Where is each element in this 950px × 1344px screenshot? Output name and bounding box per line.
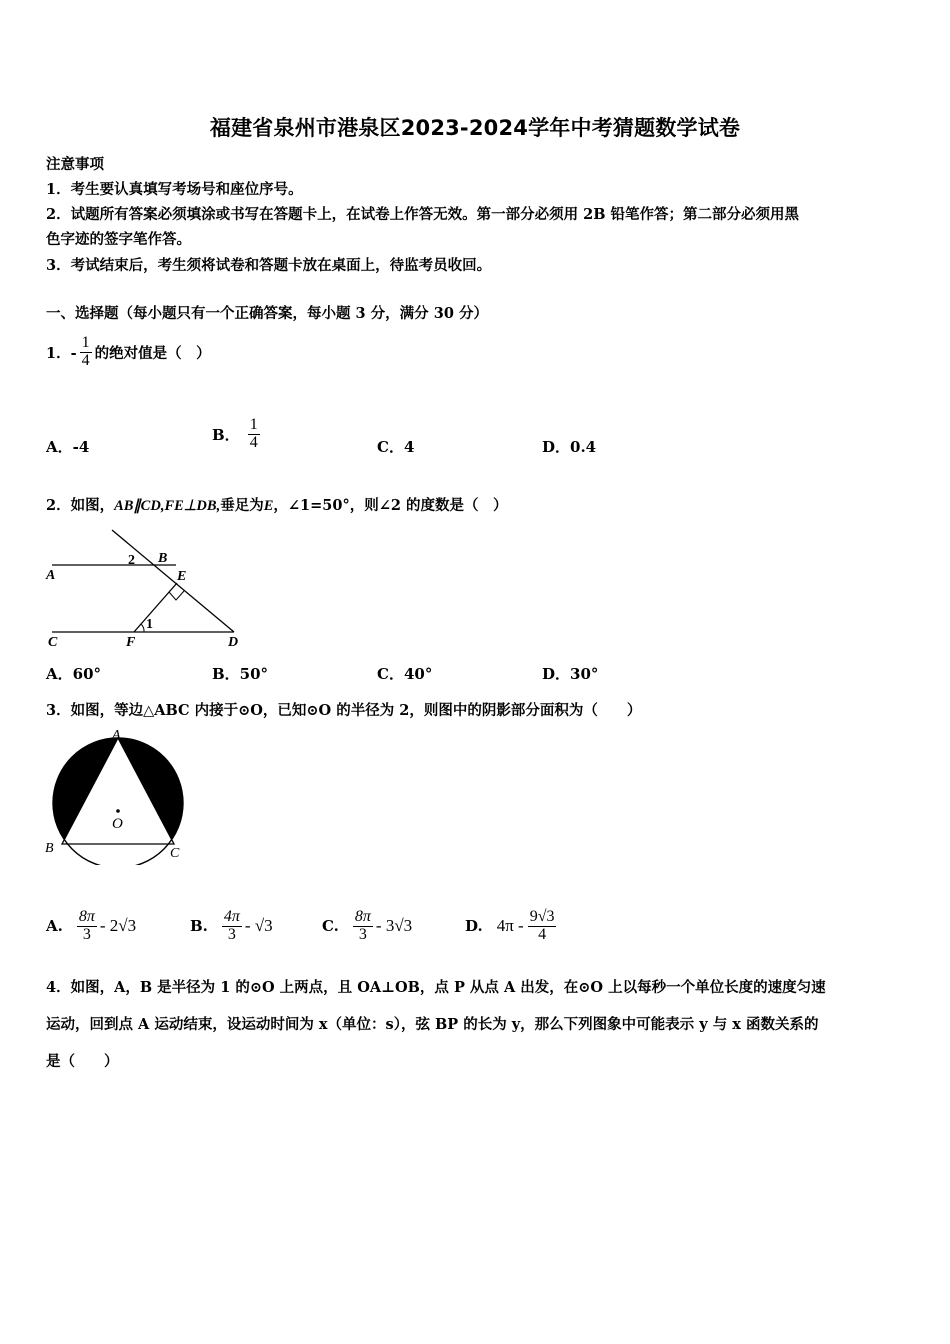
q2-option-c[interactable]: C．40° bbox=[377, 665, 433, 683]
q2-option-a[interactable]: A．60° bbox=[46, 665, 102, 683]
q3-option-c[interactable] bbox=[322, 902, 412, 950]
question-4-line: 运动，回到点 A 运动结束，设运动时间为 x（单位：s），弦 BP 的长为 y，那么下列图象中可能表示 y 与 x 函数关系的 bbox=[46, 1016, 819, 1033]
question-4-line: 是（ ） bbox=[46, 1053, 119, 1070]
option-tail: - √3 bbox=[244, 916, 273, 935]
label-2: 2 bbox=[128, 553, 135, 568]
q2-math: AB∥CD,FE⊥DB, bbox=[114, 498, 221, 514]
option-label: D. bbox=[465, 917, 483, 935]
line-fe bbox=[134, 583, 177, 632]
section-heading: 一、选择题（每小题只有一个正确答案，每小题 3 分，满分 30 分） bbox=[46, 305, 488, 322]
option-head: 4π - bbox=[496, 916, 524, 935]
q1-option-b-fraction bbox=[248, 417, 260, 452]
fraction-numerator: 1 bbox=[81, 333, 90, 351]
q3-option-a[interactable] bbox=[46, 902, 136, 950]
question-3: 3．如图，等边△ABC 内接于⊙O，已知⊙O 的半径为 2，则图中的阴影部分面积为（ ） bbox=[46, 702, 642, 719]
q2-option-d[interactable]: D．30° bbox=[542, 665, 599, 683]
label-a: A bbox=[112, 728, 121, 743]
option-label: B. bbox=[190, 917, 208, 935]
label-b: B bbox=[45, 841, 54, 856]
angle-1-arc bbox=[141, 624, 144, 632]
q1-fraction bbox=[80, 335, 92, 370]
label-d: D bbox=[228, 635, 239, 650]
option-label: A. bbox=[46, 917, 63, 935]
option-fraction bbox=[528, 909, 557, 944]
line-db bbox=[112, 530, 234, 632]
label-c: C bbox=[48, 635, 58, 650]
q2-figure bbox=[44, 526, 254, 650]
q1-prefix: 1．- bbox=[46, 344, 77, 362]
right-angle-mark bbox=[169, 591, 184, 600]
option-tail: - 3√3 bbox=[375, 916, 413, 935]
question-1 bbox=[46, 328, 211, 376]
q1-option-c[interactable]: C．4 bbox=[377, 438, 415, 456]
fraction-numerator: 9√3 bbox=[529, 907, 555, 925]
option-tail: - 2√3 bbox=[99, 916, 137, 935]
q1-option-d[interactable]: D．0.4 bbox=[542, 438, 597, 456]
label-c: C bbox=[170, 846, 180, 861]
notice-item: 3．考试结束后，考生须将试卷和答题卡放在桌面上，待监考员收回。 bbox=[46, 257, 492, 274]
q2-angle-text: ，∠1=50°，则∠2 的度数是（ ） bbox=[273, 497, 508, 514]
fraction-numerator: 1 bbox=[249, 415, 258, 433]
q2-option-b[interactable]: B．50° bbox=[212, 665, 269, 683]
q2-mid: 垂足为 bbox=[220, 497, 264, 514]
q1-option-a[interactable]: A．-4 bbox=[46, 438, 90, 456]
label-a: A bbox=[46, 568, 56, 583]
q3-figure bbox=[42, 727, 192, 865]
option-fraction bbox=[77, 909, 97, 944]
q1-suffix: 的绝对值是（ ） bbox=[94, 344, 211, 362]
q2-prefix: 2．如图， bbox=[46, 497, 115, 514]
notice-item: 色字迹的签字笔作答。 bbox=[46, 231, 191, 248]
fraction-denominator: 4 bbox=[81, 351, 90, 369]
label-e: E bbox=[177, 569, 187, 584]
notice-item: 1．考生要认真填写考场号和座位序号。 bbox=[46, 181, 303, 198]
label-o: O bbox=[112, 816, 123, 832]
fraction-numerator: 8π bbox=[354, 907, 371, 925]
fraction-denominator: 4 bbox=[249, 433, 258, 451]
label-f: F bbox=[126, 635, 136, 650]
label-1: 1 bbox=[146, 617, 153, 632]
fraction-numerator: 8π bbox=[78, 907, 95, 925]
fraction-denominator: 4 bbox=[538, 925, 547, 943]
fraction-numerator: 4π bbox=[223, 907, 240, 925]
q1-option-b[interactable] bbox=[212, 410, 260, 458]
option-label: B． bbox=[212, 425, 240, 444]
q3-option-b[interactable] bbox=[190, 902, 273, 950]
q2-point-e: E bbox=[263, 498, 274, 514]
question-4-line: 4．如图，A，B 是半径为 1 的⊙O 上两点，且 OA⊥OB，点 P 从点 A 出发，在⊙O 上以每秒一个单位长度的速度匀速 bbox=[46, 979, 826, 996]
center-dot bbox=[116, 809, 120, 813]
label-b: B bbox=[158, 551, 168, 566]
fraction-denominator: 3 bbox=[358, 925, 367, 943]
option-fraction bbox=[222, 909, 242, 944]
q3-option-d[interactable] bbox=[465, 902, 556, 950]
fraction-denominator: 3 bbox=[227, 925, 236, 943]
option-label: C. bbox=[322, 917, 339, 935]
notice-heading: 注意事项 bbox=[46, 156, 104, 173]
notice-item: 2．试题所有答案必须填涂或书写在答题卡上，在试卷上作答无效。第一部分必须用 2B 铅笔作答；第二部分必须用黑 bbox=[46, 206, 800, 223]
page-title: 福建省泉州市港泉区2023-2024学年中考猜题数学试卷 bbox=[209, 116, 741, 140]
question-2 bbox=[46, 494, 507, 515]
option-fraction bbox=[353, 909, 373, 944]
fraction-denominator: 3 bbox=[82, 925, 91, 943]
